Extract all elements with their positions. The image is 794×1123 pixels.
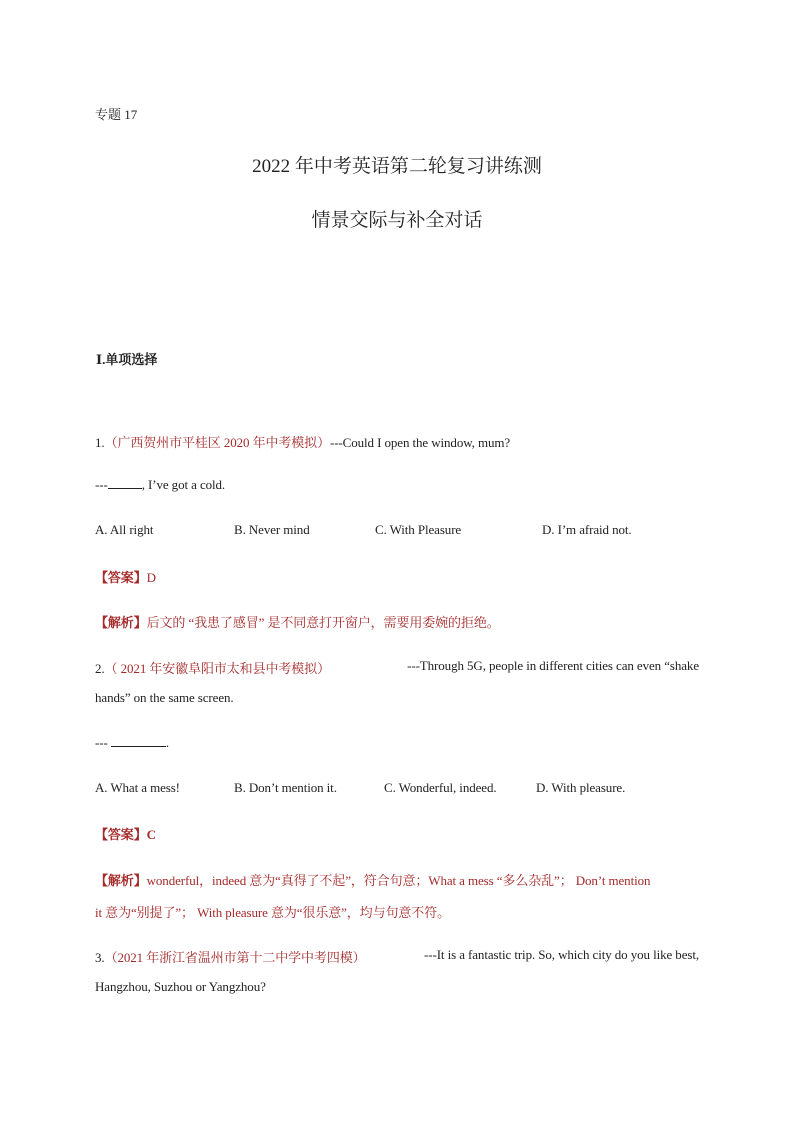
reply-prefix: --- — [95, 735, 111, 750]
question-text: ---It is a fantastic trip. So, which city do you like best, — [424, 947, 699, 962]
main-title: 2022 年中考英语第二轮复习讲练测 — [252, 156, 542, 177]
answer-label: 【答案】 — [95, 570, 147, 585]
question-2-analysis-line2: it 意为“别提了”； With pleasure 意为“很乐意”，均与句意不符。 — [95, 905, 450, 920]
answer-value: C — [146, 827, 156, 842]
answer-value: D — [146, 570, 156, 585]
question-number: 3. — [95, 950, 105, 965]
question-source: （2021 年浙江省温州市第十二中学中考四模） — [104, 950, 366, 965]
question-3-stem-line1 — [95, 947, 699, 966]
question-2-stem-line1 — [95, 658, 699, 677]
option-b: B. Don’t mention it. — [234, 780, 337, 795]
question-1-reply — [95, 477, 225, 493]
question-number: 1. — [95, 435, 105, 450]
option-b: B. Never mind — [234, 522, 310, 537]
question-1-answer — [95, 567, 156, 586]
option-c: C. With Pleasure — [375, 522, 462, 537]
question-1-options — [0, 522, 794, 540]
topic-label: 专题 17 — [95, 107, 138, 122]
reply-suffix: . — [165, 735, 169, 750]
option-a: A. What a mess! — [95, 780, 180, 795]
question-source: （广西贺州市平桂区 2020 年中考模拟） — [104, 435, 330, 450]
question-source: （ 2021 年安徽阜阳市太和县中考模拟） — [104, 661, 330, 676]
answer-label: 【答案】 — [95, 827, 147, 842]
reply-prefix: --- — [95, 477, 108, 492]
analysis-label: 【解析】 — [95, 615, 147, 630]
option-c: C. Wonderful, indeed. — [384, 780, 497, 795]
question-3-stem-line2: Hangzhou, Suzhou or Yangzhou? — [95, 979, 266, 994]
option-d: D. I’m afraid not. — [542, 522, 632, 537]
option-d: D. With pleasure. — [536, 780, 626, 795]
analysis-text: wonderful，indeed 意为“真得了不起”，符合句意；What a mess “多么杂乱”； Don’t mention — [146, 873, 651, 888]
analysis-text: 后文的 “我患了感冒” 是不同意打开窗户，需要用委婉的拒绝。 — [146, 615, 500, 630]
question-2-analysis-line1 — [95, 870, 699, 889]
option-a: A. All right — [95, 522, 154, 537]
question-number: 2. — [95, 661, 105, 676]
question-2-options — [0, 780, 794, 798]
question-1-stem — [95, 432, 510, 451]
sub-title: 情景交际与补全对话 — [311, 210, 483, 231]
question-2-stem-line2: hands” on the same screen. — [95, 690, 234, 705]
answer-blank — [108, 477, 142, 489]
reply-suffix: , I’ve got a cold. — [141, 477, 226, 492]
question-2-answer — [95, 824, 156, 843]
analysis-label: 【解析】 — [95, 873, 147, 888]
answer-blank — [111, 735, 166, 747]
question-text: ---Could I open the window, mum? — [329, 435, 511, 450]
question-1-analysis — [95, 612, 500, 631]
section-heading: Ⅰ.单项选择 — [96, 352, 158, 367]
question-2-reply — [95, 735, 169, 751]
question-text: ---Through 5G, people in different cities can even “shake — [407, 658, 699, 673]
